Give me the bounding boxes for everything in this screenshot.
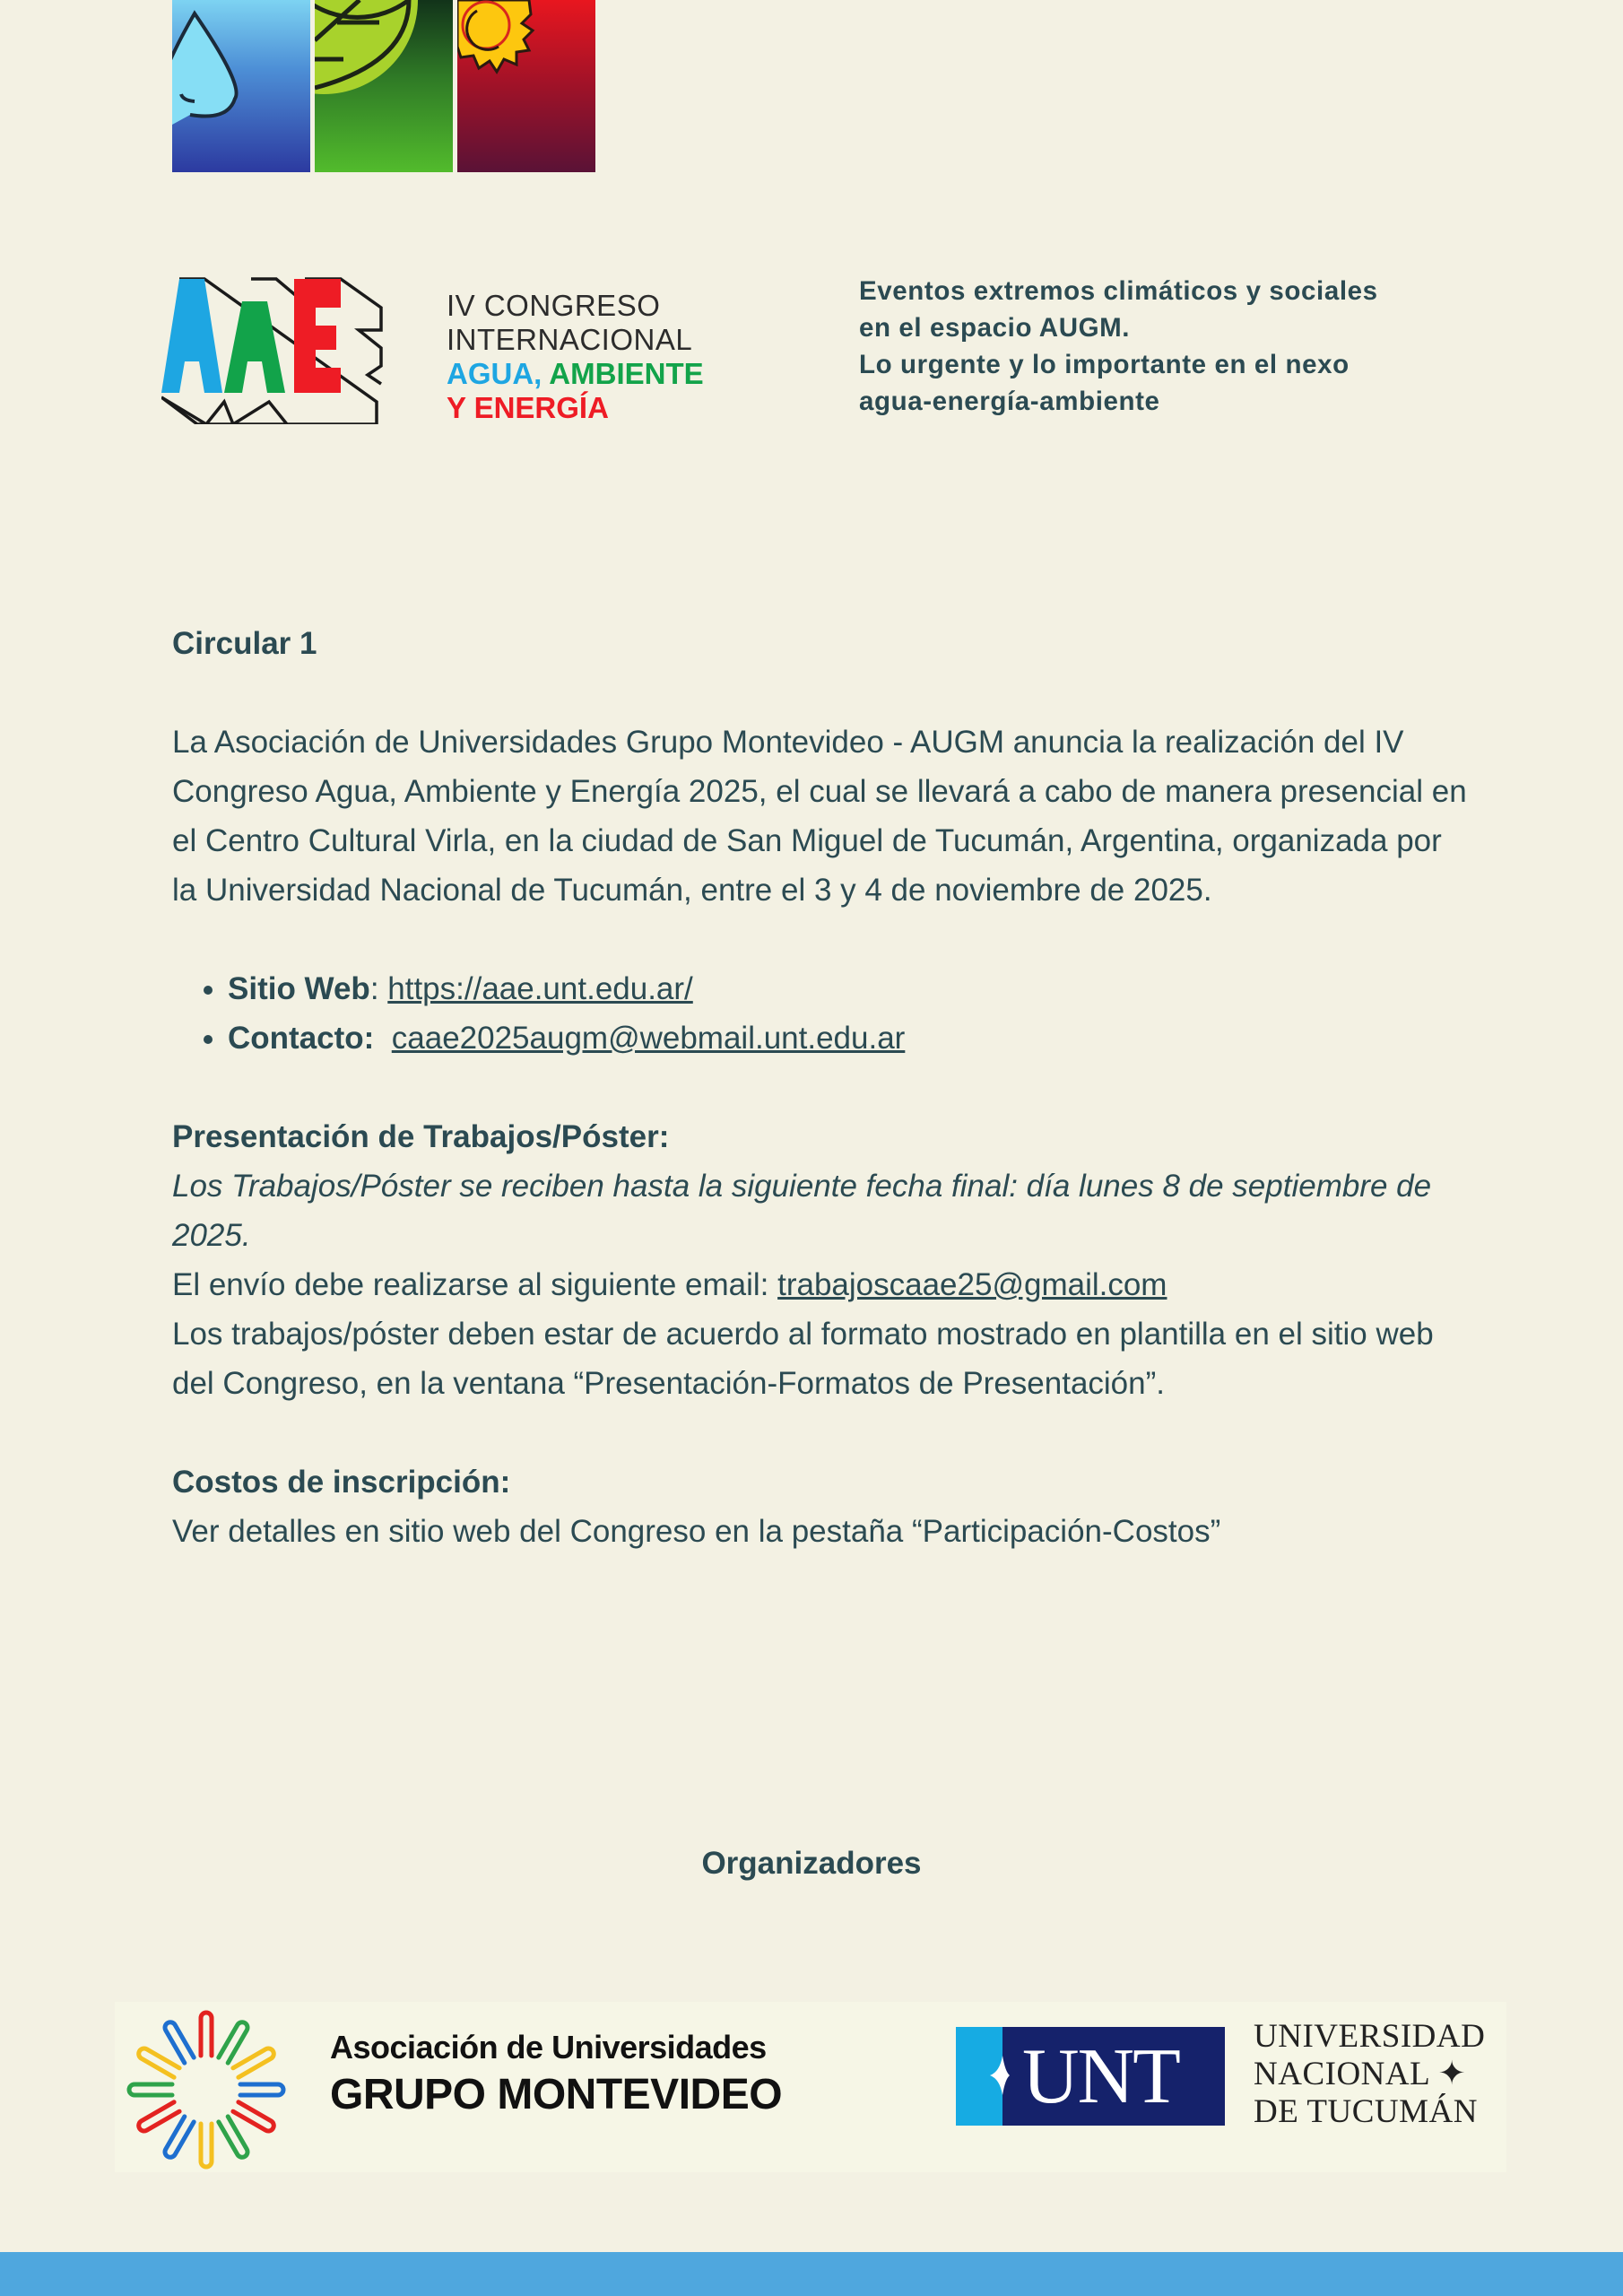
- tagline-line: Lo urgente y lo importante en el nexo: [859, 350, 1350, 379]
- water-drop-icon: [172, 0, 310, 172]
- leaf-tile: [315, 0, 453, 172]
- augm-sun-logo-icon: [126, 2009, 287, 2170]
- tagline-line: Eventos extremos climáticos y sociales: [859, 276, 1378, 306]
- logo-line-1: IV CONGRESO: [447, 289, 661, 322]
- list-item-website: • Sitio Web: https://aae.unt.edu.ar/: [228, 964, 1472, 1013]
- unt-line-1: UNIVERSIDAD: [1254, 2018, 1486, 2055]
- congress-tagline: [859, 273, 1433, 420]
- submission-format-note: Los trabajos/póster deben estar de acuerdo al formato mostrado en plantilla en el sitio web del Congreso, en la ventana “Presentación-Formatos de Presentación”.: [172, 1317, 1434, 1401]
- header-tiles: [172, 0, 595, 172]
- congress-logo-text: [447, 289, 704, 425]
- organizers-title: Organizadores: [701, 1846, 922, 1881]
- sun-icon: [457, 0, 595, 172]
- logo-line-2: INTERNACIONAL: [447, 323, 693, 356]
- aae-logo-icon: [161, 276, 430, 424]
- unt-line-2: NACIONAL ✦: [1254, 2056, 1467, 2092]
- submission-deadline: Los Trabajos/Póster se reciben hasta la siguiente fecha final: día lunes 8 de septiembre de 2025.: [172, 1169, 1432, 1253]
- logo-line-3: [447, 357, 704, 391]
- website-link[interactable]: https://aae.unt.edu.ar/: [387, 971, 693, 1006]
- website-label: Sitio Web: [228, 971, 370, 1006]
- unt-logo-text: [1254, 2018, 1485, 2131]
- links-list: [172, 964, 1472, 1063]
- costs-title: Costos de inscripción:: [172, 1465, 511, 1500]
- footer-bar: [0, 2252, 1623, 2296]
- leaf-icon: [315, 0, 453, 172]
- unt-line-3: DE TUCUMÁN: [1254, 2093, 1478, 2130]
- submission-title: Presentación de Trabajos/Póster:: [172, 1119, 670, 1154]
- list-item-contact: [228, 1013, 1472, 1063]
- augm-line-1: Asociación de Universidades: [330, 2029, 767, 2066]
- water-tile: [172, 0, 310, 172]
- logo-word-agua: AGUA,: [447, 357, 542, 390]
- augm-logo-text: [330, 2029, 782, 2119]
- contact-email-link[interactable]: caae2025augm@webmail.unt.edu.ar: [391, 1021, 906, 1056]
- tagline-line: en el espacio AUGM.: [859, 313, 1131, 343]
- augm-line-2: GRUPO MONTEVIDEO: [330, 2071, 783, 2118]
- submission-email-link[interactable]: trabajoscaae25@gmail.com: [777, 1267, 1167, 1302]
- logo-word-ambiente: AMBIENTE: [549, 357, 704, 390]
- circular-title: Circular 1: [172, 626, 317, 661]
- submission-email-line: El envío debe realizarse al siguiente email: trabajoscaae25@gmail.com: [172, 1267, 1167, 1302]
- star-icon: [956, 2056, 1010, 2095]
- tagline-line: agua-energía-ambiente: [859, 387, 1160, 416]
- logo-line-4: Y ENERGÍA: [447, 391, 609, 424]
- unt-acronym: UNT: [1002, 2027, 1225, 2126]
- sun-tile: [457, 0, 595, 172]
- circular-content: [172, 619, 1472, 1556]
- intro-paragraph: La Asociación de Universidades Grupo Montevideo - AUGM anuncia la realización del IV Congreso Agua, Ambiente y Energía 2025, el cual se llevará a cabo de manera presencial en el Centro Cultural Virla, en la ciudad de San Miguel de Tucumán, Argentina, organizada por la Universidad Nacional de Tucumán, entre el 3 y 4 de noviembre de 2025.: [172, 725, 1467, 908]
- costs-text: Ver detalles en sitio web del Congreso en la pestaña “Participación-Costos”: [172, 1514, 1221, 1549]
- contact-label: Contacto:: [228, 1021, 375, 1056]
